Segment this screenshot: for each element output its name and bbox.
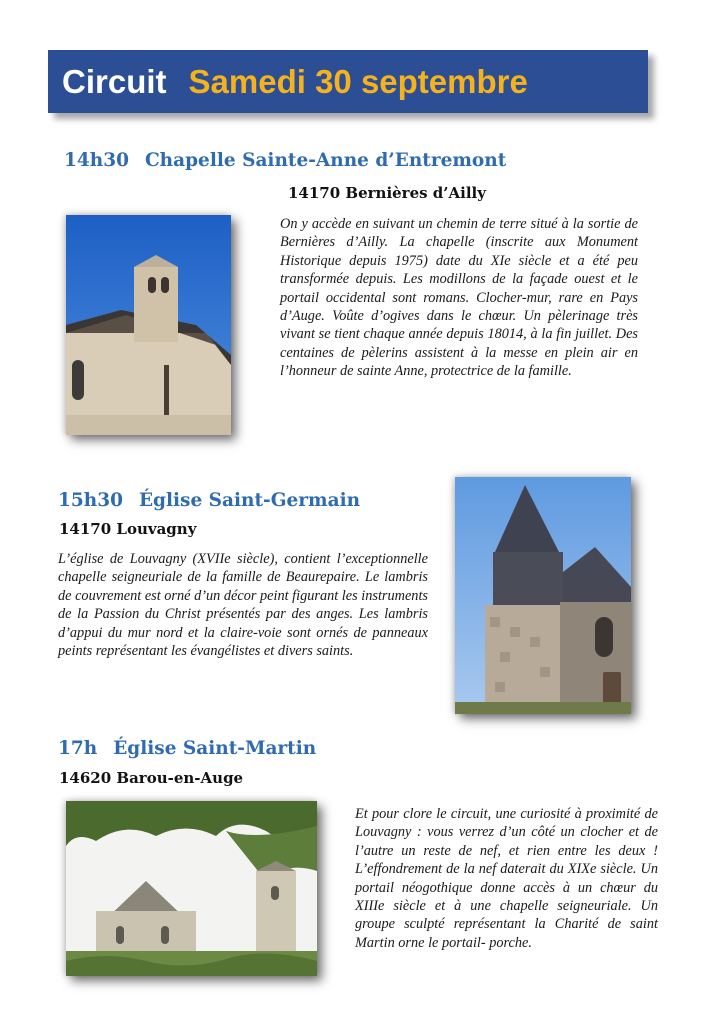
ruin-photo <box>66 801 317 976</box>
section-2-heading <box>58 490 360 511</box>
section-3-place: 14620 Barou-en-Auge <box>59 769 244 787</box>
section-1-title: Chapelle Sainte-Anne d’Entremont <box>144 150 507 171</box>
section-3-title: Église Saint-Martin <box>113 738 317 759</box>
church-photo <box>455 477 631 714</box>
section-1-heading <box>64 150 506 171</box>
section-2-description: L’église de Louvagny (XVIIe siècle), contient l’exceptionnelle chapelle seigneuriale de la famille de Beaurepaire. Le lambris de couvrement est orné d’un décor peint figurant les instruments de la Passion du Christ présentés par des anges. Les lambris d’appui du mur nord et la claire-voie sont ornés de panneaux peints représentant les évangélistes et divers saints. <box>58 551 428 660</box>
section-3-heading <box>58 738 316 759</box>
banner-circuit-label: Circuit <box>62 62 167 100</box>
banner-date: Samedi 30 septembre <box>188 62 528 100</box>
section-1-description: On y accède en suivant un chemin de terre situé à la sortie de Bernières d’Ailly. La chapelle (inscrite aux Monument Historique depuis 1975) date du XIe siècle et a été peu transformée depuis. Les modillons de la façade ouest et le portail occidental sont romans. Clocher-mur, rare en Pays d’Auge. Voûte d’ogives dans le chœur. Un pèlerinage très vivant se tient chaque année depuis 18014, à la fin juillet. Des centaines de pèlerins assistent à la messe en plein air en l’honneur de sainte Anne, protectrice de la famille. <box>280 216 638 380</box>
chapel-photo <box>66 215 231 435</box>
section-2-title: Église Saint-Germain <box>138 490 361 511</box>
section-1-place: 14170 Bernières d’Ailly <box>288 184 486 202</box>
section-2-time: 15h30 <box>58 490 123 511</box>
section-2-place: 14170 Louvagny <box>59 520 197 538</box>
title-banner <box>48 50 648 113</box>
section-1-time: 14h30 <box>64 150 129 171</box>
section-3-time: 17h <box>58 738 98 759</box>
section-3-description: Et pour clore le circuit, une curiosité à proximité de Louvagny : vous verrez d’un côté un clocher et de l’autre un reste de nef, et rien entre les deux ! L’effondrement de la nef daterait du XIXe siècle. Un portail néogothique donne accès à un chœur du XIIIe siècle et à une chapelle seigneuriale. Un groupe sculpté représentant la Charité de saint Martin orne le portail- porche. <box>355 806 658 951</box>
